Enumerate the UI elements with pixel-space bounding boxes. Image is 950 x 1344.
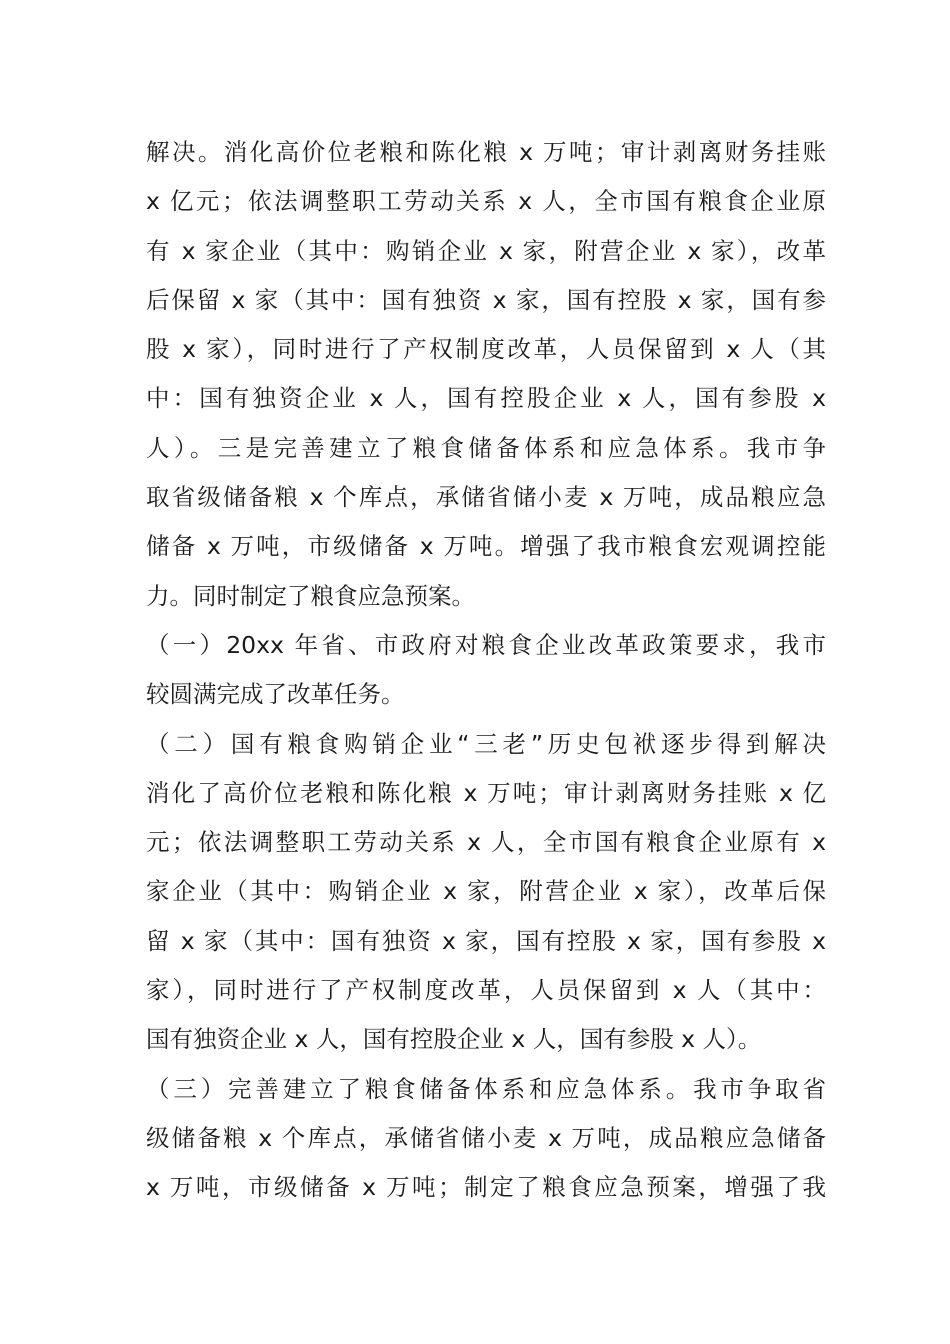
text-line: 股 x 家），同时进行了产权制度改革，人员保留到 x 人（其 bbox=[146, 335, 826, 364]
text-line: 家），同时进行了产权制度改革，人员保留到 x 人（其中： bbox=[146, 976, 826, 1005]
text-line: 消化了高价位老粮和陈化粮 x 万吨；审计剥离财务挂账 x 亿 bbox=[146, 778, 826, 807]
text-line: 人）。三是完善建立了粮食储备体系和应急体系。我市争 bbox=[146, 433, 826, 462]
text-line: x 亿元；依法调整职工劳动关系 x 人，全市国有粮食企业原 bbox=[146, 187, 826, 216]
text-line: 元；依法调整职工劳动关系 x 人，全市国有粮食企业原有 x bbox=[146, 828, 826, 857]
text-line: 力。同时制定了粮食应急预案。 bbox=[146, 581, 475, 610]
text-line: 解决。消化高价位老粮和陈化粮 x 万吨；审计剥离财务挂账 bbox=[146, 138, 826, 166]
text-line: 留 x 家（其中：国有独资 x 家，国有控股 x 家，国有参股 x bbox=[146, 926, 826, 955]
text-line: 中：国有独资企业 x 人，国有控股企业 x 人，国有参股 x bbox=[146, 384, 826, 413]
text-line: （三）完善建立了粮食储备体系和应急体系。我市争取省 bbox=[146, 1074, 826, 1103]
text-line: 级储备粮 x 个库点，承储省储小麦 x 万吨，成品粮应急储备 bbox=[146, 1123, 826, 1152]
text-line: 储备 x 万吨，市级储备 x 万吨。增强了我市粮食宏观调控能 bbox=[146, 532, 826, 561]
body-text bbox=[146, 128, 826, 1213]
text-line: 较圆满完成了改革任务。 bbox=[146, 680, 405, 709]
text-line: 有 x 家企业（其中：购销企业 x 家，附营企业 x 家），改革 bbox=[146, 236, 826, 265]
text-line: （二）国有粮食购销企业“三老”历史包袱逐步得到解决 bbox=[146, 729, 826, 758]
text-line: 后保留 x 家（其中：国有独资 x 家，国有控股 x 家，国有参 bbox=[146, 285, 826, 314]
text-line: （一）20xx 年省、市政府对粮食企业改革政策要求，我市 bbox=[146, 630, 826, 659]
text-line: x 万吨，市级储备 x 万吨；制定了粮食应急预案，增强了我 bbox=[146, 1173, 826, 1202]
text-line: 国有独资企业 x 人，国有控股企业 x 人，国有参股 x 人）。 bbox=[146, 1025, 762, 1054]
text-line: 家企业（其中：购销企业 x 家，附营企业 x 家），改革后保 bbox=[146, 877, 826, 906]
text-line: 取省级储备粮 x 个库点，承储省储小麦 x 万吨，成品粮应急 bbox=[146, 483, 826, 512]
